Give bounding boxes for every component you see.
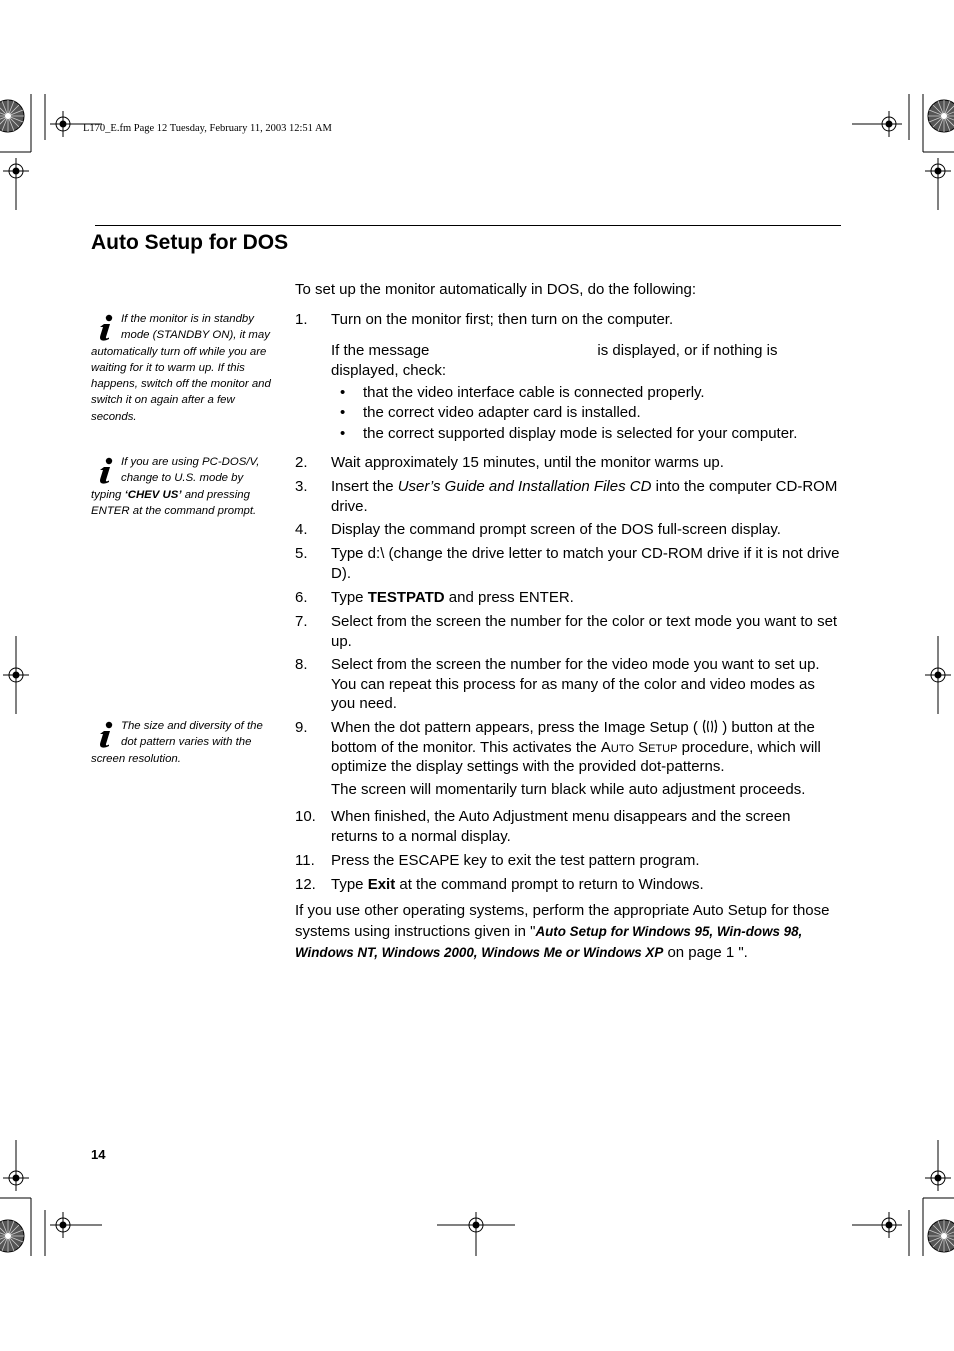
step-text-part: Insert the [331,478,398,495]
bullet-dot: • [340,425,346,442]
step-text: Type d:\ (change the drive letter to match your CD-ROM drive if it is not drive D). [331,545,840,582]
step-text-part: procedure, which will optimize the display settings with the provided dot-patterns. [331,738,821,775]
step-text [331,588,841,608]
page-number: 14 [91,1147,106,1162]
step-text: Press the ESCAPE key to exit the test pattern program. [331,852,700,869]
step-number: 2. [295,454,308,471]
note-text: and pressing ENTER at the command prompt. [91,488,257,517]
check-text: the correct video adapter card is installed. [363,404,641,421]
closing-text: If you use other operating systems, perform the appropriate Auto Setup for those systems using instructions given in " [295,902,830,940]
step-number: 11. [295,852,315,869]
note-command: ‘CHEV US’ [124,488,182,501]
step-text: Turn on the monitor first; then turn on the computer. [331,311,674,328]
note-text: If the monitor is in standby mode (STANDBY ON), it may automatically turn off while you are waiting for it to warm up. If this happens, switch off the monitor and switch it on again after a few seconds. [91,313,271,423]
step-number: 1. [295,311,308,328]
step-number: 10. [295,808,316,825]
step-text: Wait approximately 15 minutes, until the monitor warms up. [331,454,724,471]
step-text: Select from the screen the number for the video mode you want to set up. You can repeat this process for as many of the color and video modes as you need. [331,656,820,712]
step-9-followup: The screen will momentarily turn black while auto adjustment proceeds. [331,781,806,798]
cd-title: User’s Guide and Installation Files CD [397,478,652,495]
step-text [331,875,841,895]
step-text [331,477,841,516]
step-number: 8. [295,656,308,673]
page-title: Auto Setup for DOS [91,231,289,254]
step-number: 3. [295,478,308,495]
intro-text: To set up the monitor automatically in DOS, do the following: [295,281,697,298]
step-number: 4. [295,521,308,538]
step-number: 6. [295,589,308,606]
step-1-message [331,341,841,380]
info-icon [91,455,119,485]
image-setup-button-icon [702,718,718,735]
info-icon [91,312,119,342]
step-text-part: Type [331,876,368,893]
step-text: Select from the screen the number for the color or text mode you want to set up. [331,613,838,650]
step-text [331,718,841,777]
title-rule [95,225,841,226]
check-text: that the video interface cable is connected properly. [363,384,705,401]
step-text: Display the command prompt screen of the DOS full-screen display. [331,521,781,538]
step-number: 7. [295,613,308,630]
message-tail: is displayed, or if nothing is displayed, check: [331,342,778,379]
step-text-part: into the computer CD-ROM drive. [331,478,838,515]
command-name: TESTPATD [367,589,445,606]
info-icon [91,719,119,749]
step-text-part: and press ENTER. [444,589,574,606]
note-text: The size and diversity of the dot pattern varies with the screen resolution. [91,720,263,765]
note-dot-pattern [91,718,273,767]
bullet-dot: • [340,404,346,421]
bullet-dot: • [340,384,346,401]
note-text: If you are using PC-DOS/V, change to U.S. mode by typing [91,456,260,501]
step-text-part: at the command prompt to return to Windows. [395,876,704,893]
step-text-part: ) button at the bottom of the monitor. This activates the [331,719,815,756]
step-text-part: When the dot pattern appears, press the Image Setup ( [331,719,703,736]
step-number: 5. [295,545,308,562]
step-text-part: Type [331,589,368,606]
closing-paragraph [295,900,840,963]
step-text: When finished, the Auto Adjustment menu disappears and the screen returns to a normal display. [331,808,791,845]
cross-reference[interactable]: Auto Setup for Windows 95, Win-dows 98, Windows NT, Windows 2000, Windows Me or Windows XP [295,924,803,960]
check-text: the correct supported display mode is selected for your computer. [363,425,798,442]
step-number: 12. [295,876,316,893]
note-pc-dos [91,454,273,519]
file-header: L170_E.fm Page 12 Tuesday, February 11, 2003 12:51 AM [83,123,332,134]
note-standby [91,311,273,425]
closing-text: on page 1 ". [663,944,748,961]
step-number: 9. [295,719,308,736]
message-lead: If the message [331,342,430,359]
command-name: Exit [367,876,396,893]
auto-setup-term: Auto Setup [600,738,678,756]
